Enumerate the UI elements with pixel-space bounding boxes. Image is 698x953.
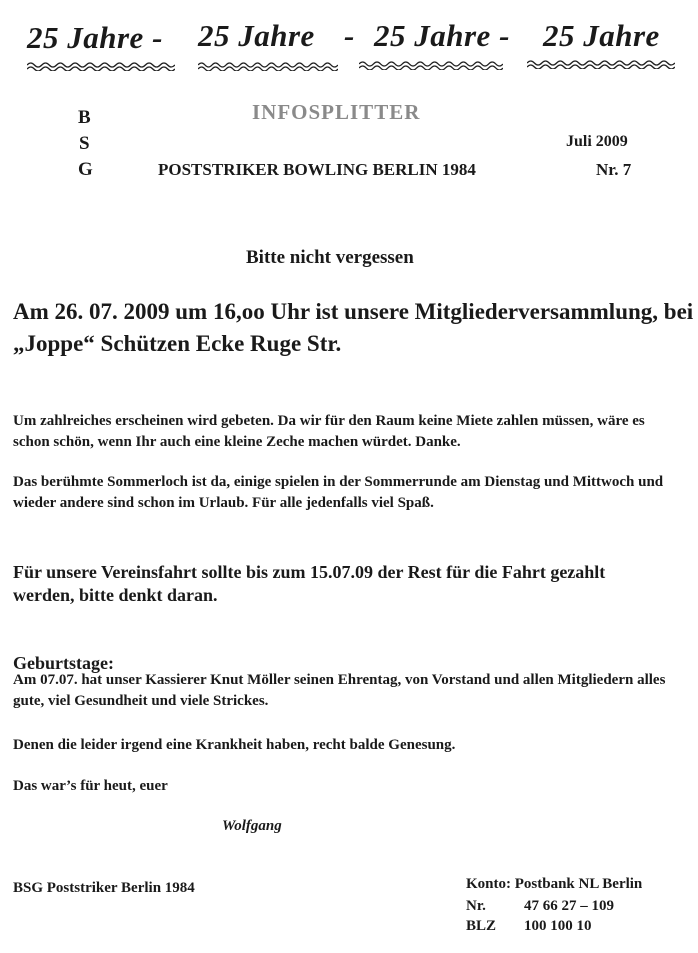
wave-ornament-2 — [198, 61, 338, 71]
paragraph-summer: Das berühmte Sommerloch ist da, einige spielen in der Sommerrunde am Dienstag und Mittwoch und wieder andere sind schon im Urlaub. Für alle jedenfalls viel Spaß. — [13, 474, 664, 511]
paragraph-attendance: Um zahlreiches erscheinen wird gebeten. Da wir für den Raum keine Miete zahlen müssen, wäre es schon schön, wenn Ihr auch eine kleine Zeche machen würdet. Danke. — [13, 413, 645, 450]
initial-g: G — [78, 159, 93, 180]
banner-item-4: 25 Jahre - — [374, 18, 510, 53]
initial-s: S — [79, 133, 90, 154]
blz-value: 100 100 10 — [524, 918, 592, 934]
issue-number: Nr. 7 — [596, 160, 632, 179]
meeting-announcement: Am 26. 07. 2009 um 16,oo Uhr ist unsere Mitgliederversammlung, bei „Joppe“ Schützen Ecke Ruge Str. — [13, 299, 694, 356]
reminder-heading: Bitte nicht vergessen — [246, 247, 414, 268]
wave-ornament-4 — [527, 59, 675, 69]
birthday-heading: Geburtstage: — [13, 653, 114, 673]
blz-label: BLZ — [466, 918, 497, 934]
banner-item-5: 25 Jahre — [543, 18, 660, 53]
account-number-value: 47 66 27 – 109 — [524, 898, 614, 914]
wave-ornament-3 — [359, 60, 503, 70]
banner-item-1: 25 Jahre - — [27, 20, 163, 55]
issue-date: Juli 2009 — [566, 133, 628, 150]
account-number-label: Nr. — [466, 898, 486, 914]
initial-b: B — [78, 107, 91, 128]
footer-org: BSG Poststriker Berlin 1984 — [13, 880, 195, 896]
newsletter-title: INFOSPLITTER — [252, 100, 421, 124]
paragraph-get-well: Denen die leider irgend eine Krankheit haben, recht balde Genesung. — [13, 737, 456, 753]
banner-item-3: - — [344, 18, 355, 53]
club-name: POSTSTRIKER BOWLING BERLIN 1984 — [158, 160, 476, 179]
banner-item-2: 25 Jahre — [198, 18, 315, 53]
closing-line: Das war’s für heut, euer — [13, 778, 168, 794]
bank-account-label: Konto: Postbank NL Berlin — [466, 876, 643, 892]
birthday-text: Am 07.07. hat unser Kassierer Knut Möller seinen Ehrentag, von Vorstand und allen Mitgliedern alles gute, viel Gesundheit und viele Strickes. — [13, 672, 666, 709]
paragraph-trip: Für unsere Vereinsfahrt sollte bis zum 15.07.09 der Rest für die Fahrt gezahlt werden, bitte denkt daran. — [13, 562, 606, 605]
wave-ornament-1 — [27, 61, 175, 71]
signature: Wolfgang — [222, 818, 282, 834]
